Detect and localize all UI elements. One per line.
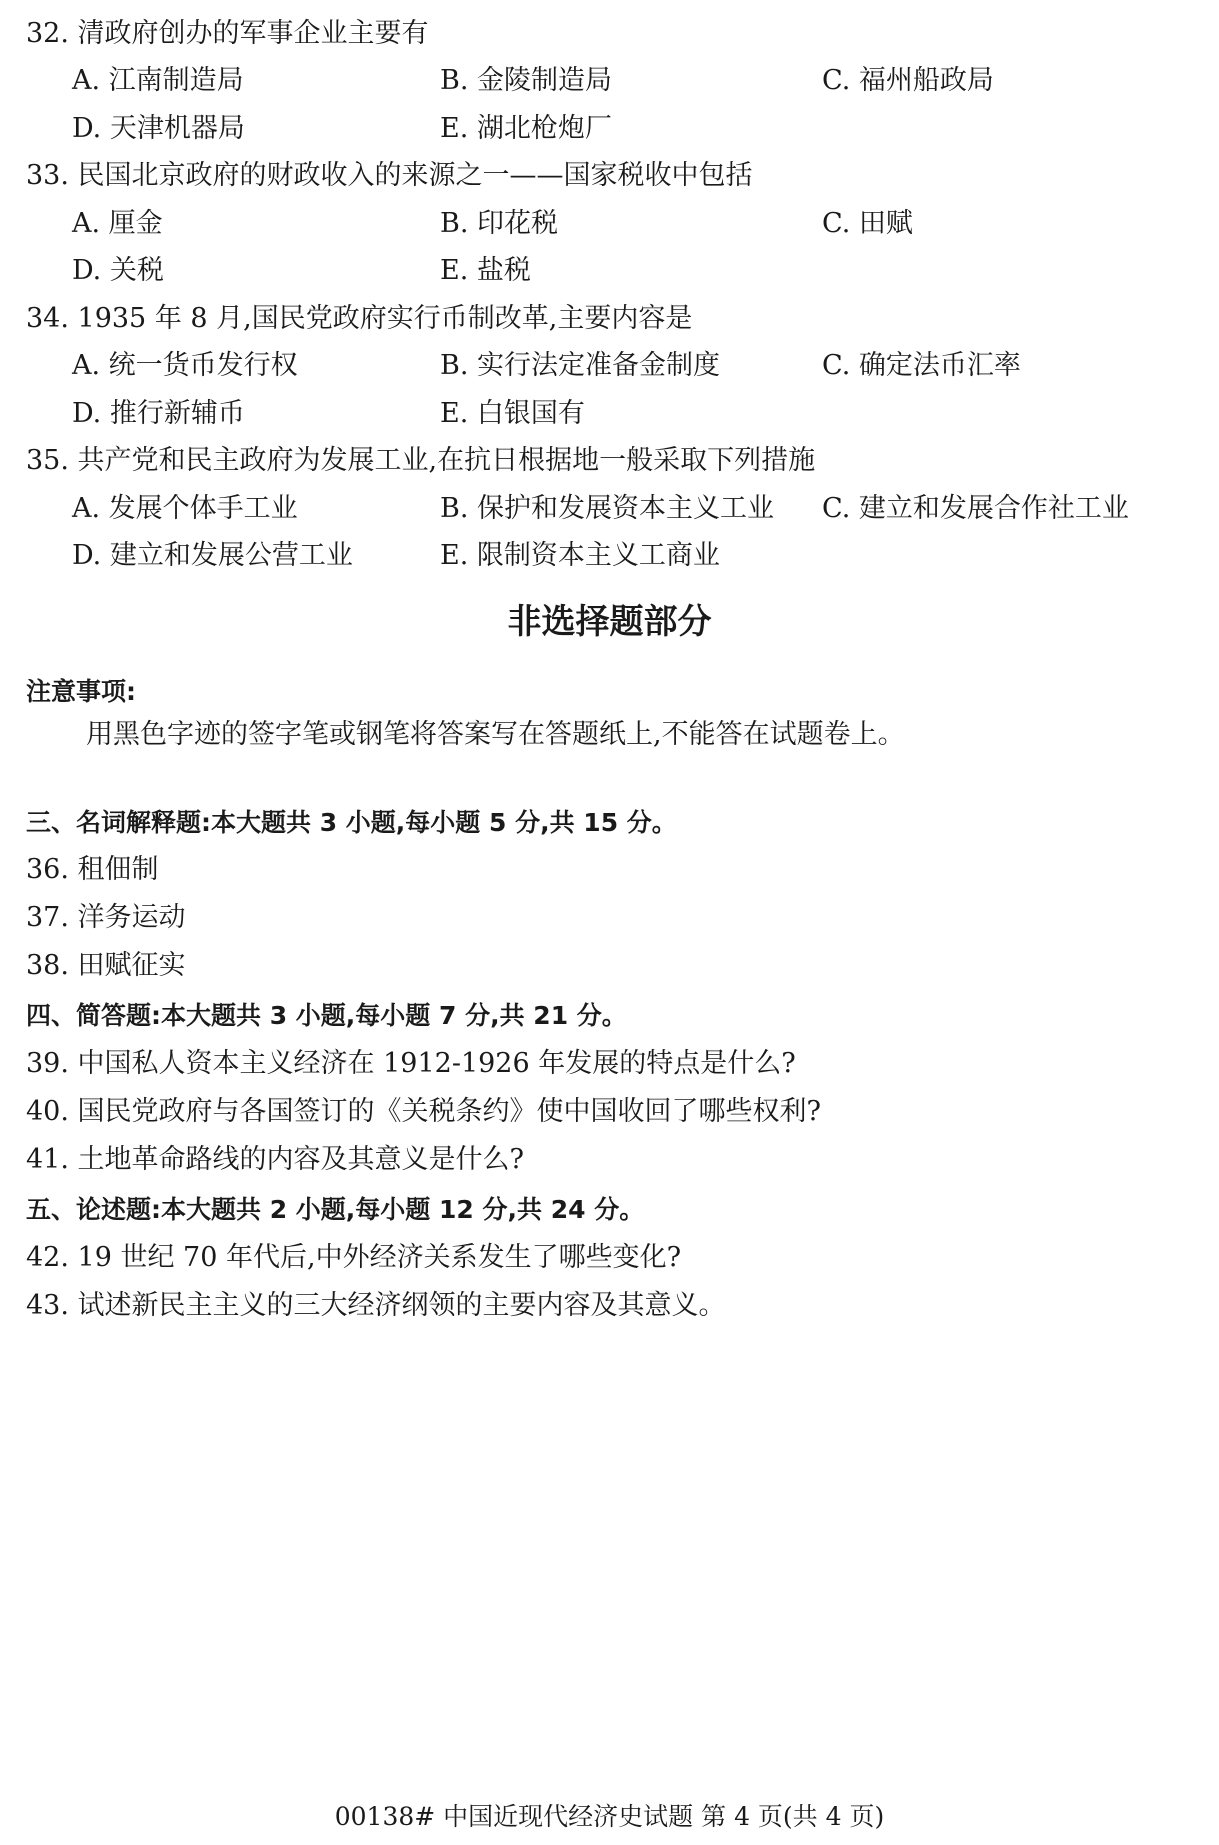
question-39: 39. 中国私人资本主义经济在 1912-1926 年发展的特点是什么?: [26, 1048, 796, 1079]
notice-label: 注意事项:: [26, 677, 136, 706]
notice-text: 用黑色字迹的签字笔或钢笔将答案写在答题纸上,不能答在试题卷上。: [86, 719, 905, 750]
question-32-option-b: B. 金陵制造局: [440, 65, 613, 96]
question-34-stem: 34. 1935 年 8 月,国民党政府实行币制改革,主要内容是: [26, 303, 693, 334]
question-33-option-d: D. 关税: [72, 255, 164, 286]
question-42: 42. 19 世纪 70 年代后,中外经济关系发生了哪些变化?: [26, 1242, 682, 1273]
question-33-option-c: C. 田赋: [822, 208, 913, 239]
section4-header: 四、简答题:本大题共 3 小题,每小题 7 分,共 21 分。: [26, 1001, 627, 1030]
page-footer: 00138# 中国近现代经济史试题 第 4 页(共 4 页): [334, 1802, 885, 1831]
question-41: 41. 土地革命路线的内容及其意义是什么?: [26, 1144, 524, 1175]
question-36: 36. 租佃制: [26, 854, 159, 885]
section3-header: 三、名词解释题:本大题共 3 小题,每小题 5 分,共 15 分。: [26, 808, 677, 837]
question-35-option-d: D. 建立和发展公营工业: [72, 540, 353, 571]
question-32-option-e: E. 湖北枪炮厂: [440, 113, 612, 144]
question-35-option-b: B. 保护和发展资本主义工业: [440, 493, 775, 524]
question-34-option-e: E. 白银国有: [440, 398, 585, 429]
question-35-option-e: E. 限制资本主义工商业: [440, 540, 720, 571]
question-32-option-d: D. 天津机器局: [72, 113, 245, 144]
question-34-option-c: C. 确定法币汇率: [822, 350, 1021, 381]
question-32-option-a: A. 江南制造局: [72, 65, 244, 96]
question-38: 38. 田赋征实: [26, 950, 186, 981]
question-35-option-a: A. 发展个体手工业: [72, 493, 298, 524]
part2-title: 非选择题部分: [507, 602, 712, 642]
question-34-option-b: B. 实行法定准备金制度: [440, 350, 721, 381]
question-33-option-b: B. 印花税: [440, 208, 559, 239]
section5-header: 五、论述题:本大题共 2 小题,每小题 12 分,共 24 分。: [26, 1195, 645, 1224]
question-35-stem: 35. 共产党和民主政府为发展工业,在抗日根据地一般采取下列措施: [26, 445, 816, 476]
question-33-option-a: A. 厘金: [72, 208, 163, 239]
question-34-option-a: A. 统一货币发行权: [72, 350, 298, 381]
question-43: 43. 试述新民主主义的三大经济纲领的主要内容及其意义。: [26, 1290, 726, 1321]
question-32-stem: 32. 清政府创办的军事企业主要有: [26, 18, 429, 49]
question-40: 40. 国民党政府与各国签订的《关税条约》使中国收回了哪些权利?: [26, 1096, 821, 1127]
question-33-option-e: E. 盐税: [440, 255, 531, 286]
question-37: 37. 洋务运动: [26, 902, 186, 933]
question-33-stem: 33. 民国北京政府的财政收入的来源之一——国家税收中包括: [26, 160, 753, 191]
question-34-option-d: D. 推行新辅币: [72, 398, 245, 429]
question-32-option-c: C. 福州船政局: [822, 65, 994, 96]
question-35-option-c: C. 建立和发展合作社工业: [822, 493, 1129, 524]
